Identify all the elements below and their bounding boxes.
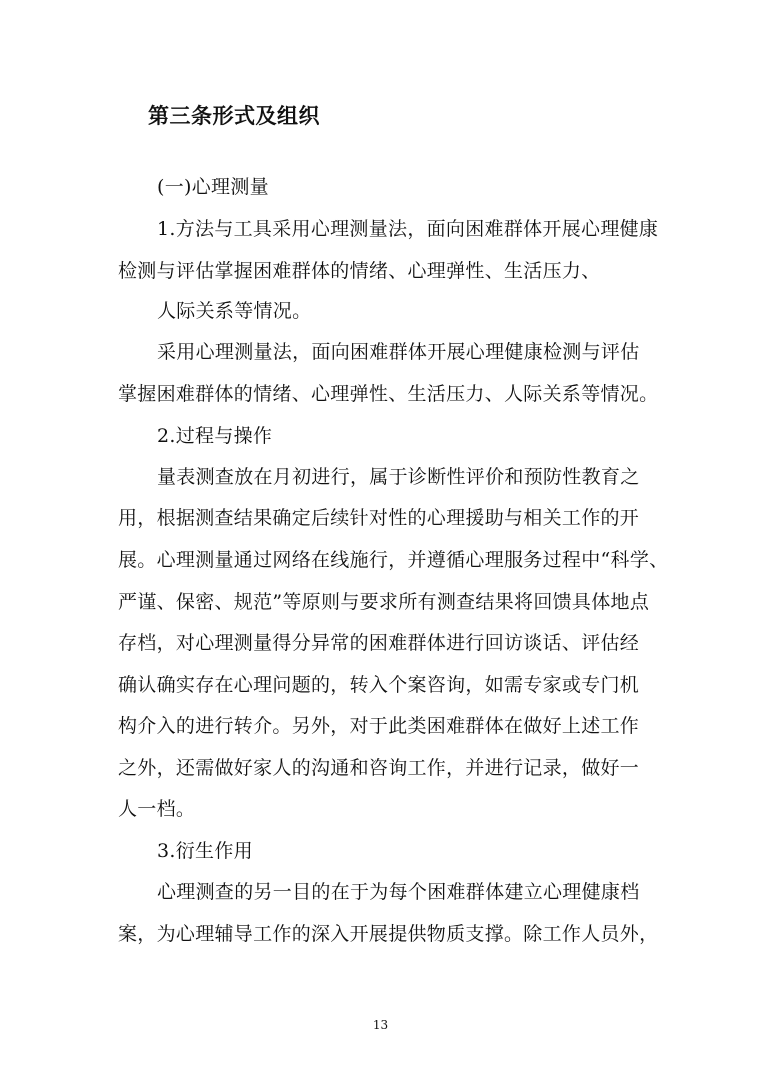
paragraph-line: 存档，对心理测量得分异常的困难群体进行回访谈话、评估经 — [118, 632, 640, 654]
paragraph-line: 掌握困难群体的情绪、心理弹性、生活压力、人际关系等情况。 — [118, 383, 659, 405]
paragraph-line: 人一档。 — [118, 798, 196, 820]
paragraph-line: 之外，还需做好家人的沟通和咨询工作，并进行记录，做好一 — [118, 757, 640, 779]
page-number: 13 — [372, 1018, 389, 1032]
paragraph-line: 展。心理测量通过网络在线施行，并遵循心理服务过程中“科学、 — [118, 549, 669, 571]
paragraph-line: 确认确实存在心理问题的，转入个案咨询，如需专家或专门机 — [118, 674, 640, 696]
section-heading: 第三条形式及组织 — [148, 103, 320, 128]
paragraph-line: 量表测查放在月初进行，属于诊断性评价和预防性教育之 — [157, 466, 640, 488]
subsection-title-psych-measurement: (一)心理测量 — [157, 176, 269, 198]
paragraph-line: 采用心理测量法，面向困难群体开展心理健康检测与评估 — [157, 341, 640, 363]
paragraph-line: 案，为心理辅导工作的深入开展提供物质支撑。除工作人员外， — [118, 923, 659, 945]
subsection-title-process: 2.过程与操作 — [157, 425, 273, 447]
paragraph-line: 心理测查的另一目的在于为每个困难群体建立心理健康档 — [157, 881, 640, 903]
paragraph-line: 1.方法与工具采用心理测量法，面向困难群体开展心理健康 — [157, 218, 659, 240]
paragraph-line: 人际关系等情况。 — [157, 300, 312, 322]
paragraph-line: 严谨、保密、规范”等原则与要求所有测查结果将回馈具体地点 — [118, 591, 650, 613]
paragraph-line: 检测与评估掌握困难群体的情绪、心理弹性、生活压力、 — [118, 260, 601, 282]
subsection-title-derived-effect: 3.衍生作用 — [157, 840, 253, 862]
paragraph-line: 构介入的进行转介。另外，对于此类困难群体在做好上述工作 — [118, 715, 640, 737]
paragraph-line: 用，根据测查结果确定后续针对性的心理援助与相关工作的开 — [118, 507, 640, 529]
